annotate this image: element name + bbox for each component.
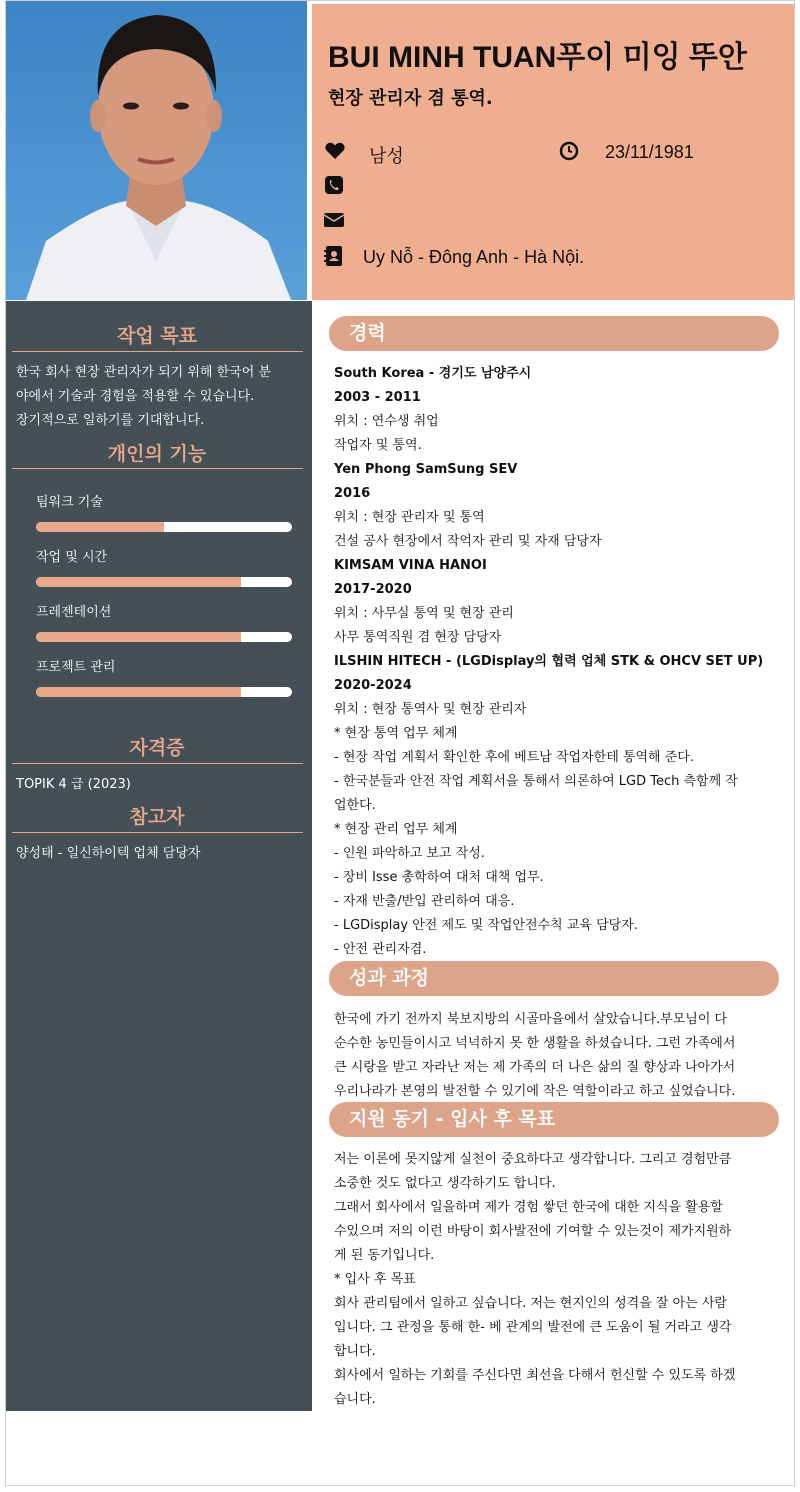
motivation-line: 저는 이론에 못지않게 실천이 중요하다고 생각합니다. 그리고 경험만큼 xyxy=(334,1152,732,1167)
experience-line: 2020-2024 xyxy=(334,678,412,693)
experience-line: ILSHIN HITECH - (LGDisplay의 협력 업체 STK & OHCV SET UP) xyxy=(334,654,764,669)
job-title: 현장 관리자 겸 통역. xyxy=(328,88,493,109)
profile-photo xyxy=(6,1,307,300)
experience-heading: 경력 xyxy=(329,316,779,351)
achievements-text xyxy=(334,1008,779,1104)
objective-line: 한국 회사 현장 관리자가 되기 위해 한국어 분 xyxy=(16,365,271,380)
motivation-line: 회사 관리팀에서 일하고 싶습니다. 저는 현지인의 성격을 잘 아는 사람 xyxy=(334,1296,727,1311)
experience-line: 2016 xyxy=(334,486,371,501)
skill-label: 작업 및 시간 xyxy=(36,550,108,565)
motivation-line: 회사에서 일하는 기회를 주신다면 최선을 다해서 헌신할 수 있도록 하겠 xyxy=(334,1368,736,1383)
experience-line: 작업자 및 통역. xyxy=(334,438,422,453)
motivation-heading: 지원 동기 - 입사 후 목표 xyxy=(329,1102,779,1137)
skill-fill xyxy=(36,632,241,642)
address-book-icon xyxy=(323,245,345,267)
experience-line: 업한다. xyxy=(334,798,376,813)
experience-line: - 자재 반출/반입 관리하여 대응. xyxy=(334,894,515,909)
experience-line: * 현장 관리 업무 체계 xyxy=(334,822,458,837)
header-panel xyxy=(312,4,794,300)
experience-line: * 현장 통역 업무 체계 xyxy=(334,726,458,741)
experience-line: 건설 공사 현장에서 작억자 관리 및 자재 담당자 xyxy=(334,534,602,549)
achievement-line: 우리나라가 본영의 발전할 수 있기에 작은 역할이라고 하고 싶었습니다. xyxy=(334,1084,736,1099)
clock-icon xyxy=(558,140,580,162)
motivation-line: 습니다. xyxy=(334,1392,376,1407)
objective-divider xyxy=(12,351,303,352)
experience-line: 2017-2020 xyxy=(334,582,412,597)
skill-fill xyxy=(36,687,241,697)
motivation-text xyxy=(334,1148,779,1412)
experience-list xyxy=(334,362,784,962)
objective-line: 야에서 기술과 경험을 적용할 수 있습니다. xyxy=(16,389,255,404)
objective-text xyxy=(16,361,302,433)
motivation-line: 게 된 동기입니다. xyxy=(334,1248,435,1263)
motivation-line: * 입사 후 목표 xyxy=(334,1272,416,1287)
motivation-line: 합니다. xyxy=(334,1344,376,1359)
experience-line: - 인원 파악하고 보고 작성. xyxy=(334,846,485,861)
skill-fill xyxy=(36,522,164,532)
skill-label: 프레젠테이션 xyxy=(36,605,112,620)
phone-icon xyxy=(323,174,345,196)
objective-line: 장기적으로 일하기를 기대합니다. xyxy=(16,413,205,428)
sidebar xyxy=(6,301,312,1411)
experience-line: 위치 : 사무실 통역 및 현장 관리 xyxy=(334,606,514,621)
motivation-line: 수있으며 저의 이런 바탕이 회사발전에 기여할 수 있는것이 제가지원하 xyxy=(334,1224,732,1239)
experience-line: 위치 : 현장 통역사 및 현장 관리자 xyxy=(334,702,527,717)
skill-bar xyxy=(36,687,292,697)
motivation-line: 그래서 회사에서 일을하며 제가 경험 쌓던 한국에 대한 지식을 활용할 xyxy=(334,1200,723,1215)
objective-heading: 작업 목표 xyxy=(116,325,198,347)
experience-line: - 안전 관리자겸. xyxy=(334,942,427,957)
skills-divider xyxy=(12,468,303,469)
skill-bar xyxy=(36,577,292,587)
heart-icon xyxy=(324,140,346,162)
experience-line: - LGDisplay 안전 제도 및 작업안전수칙 교육 담당자. xyxy=(334,918,638,933)
experience-line: 사무 통역직원 겸 현장 담당자 xyxy=(334,630,502,645)
address-value: Uy Nỗ - Đông Anh - Hà Nội. xyxy=(363,247,585,267)
skill-bar xyxy=(36,522,292,532)
skill-label: 팀워크 기술 xyxy=(36,495,103,510)
candidate-name: BUI MINH TUAN푸이 미잉 뚜안 xyxy=(328,41,747,74)
skills-heading: 개인의 기능 xyxy=(107,443,207,465)
experience-line: - 장비 Isse 총학하여 대처 대책 업무. xyxy=(334,870,544,885)
experience-line: South Korea - 경기도 남양주시 xyxy=(334,366,532,381)
skill-bar xyxy=(36,632,292,642)
reference-divider xyxy=(12,832,303,833)
achievement-line: 순수한 농민들이시고 넉넉하지 못 한 생활을 하셨습니다. 그런 가족에서 xyxy=(334,1036,736,1051)
certificate-text: TOPIK 4 급 (2023) xyxy=(16,777,131,792)
experience-line: - 한국분들과 안전 작업 계획서을 통해서 의론하여 LGD Tech 측함께 작 xyxy=(334,774,738,789)
motivation-line: 소중한 것도 없다고 생각하기도 합니다. xyxy=(334,1176,556,1191)
envelope-icon xyxy=(323,209,345,231)
gender-value: 남성 xyxy=(369,146,404,166)
certificate-divider xyxy=(12,763,303,764)
achievement-line: 한국에 가기 전까지 북보지방의 시골마을에서 살았습니다.부모님이 다 xyxy=(334,1012,728,1027)
experience-line: 위치 : 연수생 취업 xyxy=(334,414,439,429)
experience-line: 2003 - 2011 xyxy=(334,390,421,405)
birthdate-value: 23/11/1981 xyxy=(605,142,694,162)
reference-text: 양성태 - 일신하이텍 업체 담당자 xyxy=(16,846,201,861)
achievement-line: 큰 시랑을 받고 자라난 저는 제 가족의 더 나은 삶의 질 향상과 나아가서 xyxy=(334,1060,736,1075)
skill-fill xyxy=(36,577,241,587)
achievements-heading: 성과 과정 xyxy=(329,961,779,996)
skill-label: 프로젝트 관리 xyxy=(36,660,116,675)
experience-line: 위치 : 현장 관리자 및 통역 xyxy=(334,510,485,525)
reference-heading: 참고자 xyxy=(129,806,185,828)
experience-line: KIMSAM VINA HANOI xyxy=(334,558,487,573)
motivation-line: 입니다. 그 관정을 통해 한- 베 관계의 발전에 큰 도움이 될 거라고 생각 xyxy=(334,1320,732,1335)
experience-line: Yen Phong SamSung SEV xyxy=(334,462,518,477)
experience-line: - 현장 작업 계획서 확인한 후에 베트남 작업자한테 통역해 준다. xyxy=(334,750,694,765)
certificate-heading: 자격증 xyxy=(129,737,185,759)
